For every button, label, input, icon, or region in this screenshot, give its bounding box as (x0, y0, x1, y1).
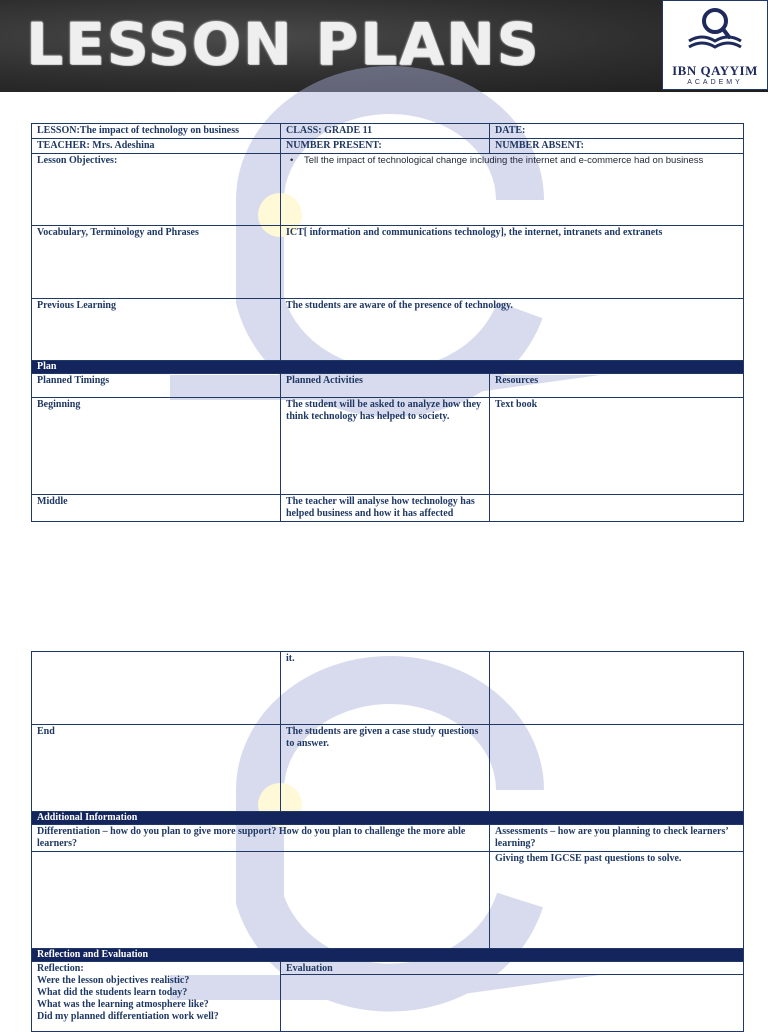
lesson-plan-table-page2 (31, 651, 744, 1032)
middle-activity-continued: it. (281, 652, 490, 725)
end-label: End (32, 725, 281, 812)
reflection-questions (32, 962, 281, 1032)
beginning-activity: The student will be asked to analyze how they think technology has helped to society. (281, 398, 490, 495)
teacher-field: TEACHER: Mrs. Adeshina (32, 139, 281, 154)
logo-emblem-icon (663, 1, 767, 61)
end-activity: The students are given a case study questions to answer. (281, 725, 490, 812)
end-resource (490, 725, 744, 812)
assessment-answer: Giving them IGCSE past questions to solve. (490, 852, 744, 949)
logo-name: IBN QAYYIM (672, 63, 758, 78)
middle-resource (490, 495, 744, 522)
plan-band: Plan (32, 361, 744, 374)
planned-activities-header: Planned Activities (281, 374, 490, 398)
vocabulary-cell: ICT[ information and communications technology], the internet, intranets and extranets (281, 226, 744, 299)
beginning-label: Beginning (32, 398, 281, 495)
planned-timings-header: Planned Timings (32, 374, 281, 398)
lesson-title: LESSON:The impact of technology on business (32, 124, 281, 139)
lesson-plan-table-page1 (31, 123, 744, 522)
header-banner (0, 0, 768, 92)
middle-resource-continued (490, 652, 744, 725)
reflection-question: Were the lesson objectives realistic? (37, 975, 190, 986)
differentiation-label: Differentiation – how do you plan to give more support? How do you plan to challenge the more able learners? (32, 825, 490, 852)
number-absent-field: NUMBER ABSENT: (490, 139, 744, 154)
logo-subtitle: ACADEMY (687, 79, 743, 86)
previous-learning-cell: The students are aware of the presence of technology. (281, 299, 744, 361)
objectives-cell (281, 154, 744, 226)
additional-information-band: Additional Information (32, 812, 744, 825)
objective-item: • Tell the impact of technological change including the internet and e-commerce had on business (286, 155, 738, 167)
reflection-question: Did my planned differentiation work well? (37, 1011, 219, 1022)
middle-continued-label (32, 652, 281, 725)
evaluation-cell (281, 962, 744, 1032)
objectives-label: Lesson Objectives: (32, 154, 281, 226)
assessment-label: Assessments – how are you planning to check learners’ learning? (490, 825, 744, 852)
class-field: CLASS: GRADE 11 (281, 124, 490, 139)
banner-title: LESSON PLANS (26, 10, 541, 78)
previous-learning-label: Previous Learning (32, 299, 281, 361)
reflection-band: Reflection and Evaluation (32, 949, 744, 962)
beginning-resource: Text book (490, 398, 744, 495)
date-field: DATE: (490, 124, 744, 139)
reflection-question: What was the learning atmosphere like? (37, 999, 209, 1010)
school-logo (662, 0, 768, 90)
reflection-question: Reflection: (37, 963, 84, 974)
vocabulary-label: Vocabulary, Terminology and Phrases (32, 226, 281, 299)
differentiation-cell (32, 852, 490, 949)
resources-header: Resources (490, 374, 744, 398)
middle-activity: The teacher will analyse how technology has helped business and how it has affected (281, 495, 490, 522)
middle-label: Middle (32, 495, 281, 522)
evaluation-label: Evaluation (281, 962, 743, 975)
reflection-question: What did the students learn today? (37, 987, 188, 998)
number-present-field: NUMBER PRESENT: (281, 139, 490, 154)
